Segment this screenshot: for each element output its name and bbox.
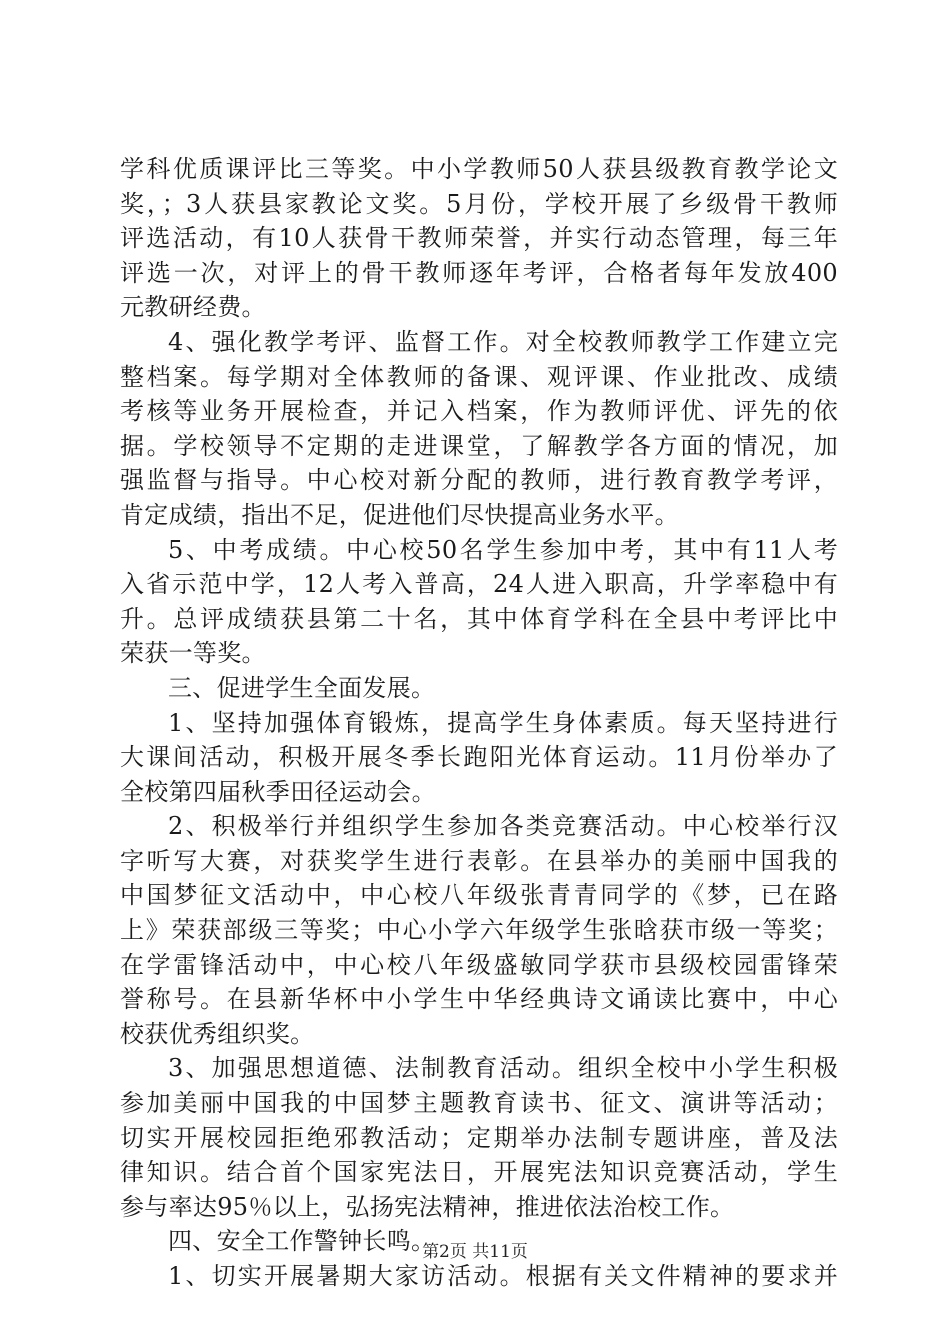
text-line: 誉称号。在县新华杯中小学生中华经典诗文诵读比赛中，中心: [120, 985, 838, 1014]
text-line: 四、安全工作警钟长鸣。: [168, 1227, 436, 1256]
text-line: 参与率达95％以上，弘扬宪法精神，推进依法治校工作。: [120, 1192, 735, 1221]
document-body: [120, 152, 838, 1294]
text-line: 评选一次，对评上的骨干教师逐年考评，合格者每年发放400: [120, 258, 838, 287]
text-line: 1、切实开展暑期大家访活动。根据有关文件精神的要求并: [168, 1262, 838, 1290]
text-line: 上》荣获部级三等奖；中心小学六年级学生张晗获市级一等奖；: [120, 916, 838, 945]
text-line: 4、强化教学考评、监督工作。对全校教师教学工作建立完: [168, 327, 838, 356]
text-line: 1、坚持加强体育锻炼，提高学生身体素质。每天坚持进行: [168, 708, 838, 737]
text-line: 切实开展校园拒绝邪教活动；定期举办法制专题讲座，普及法: [120, 1123, 838, 1152]
text-line: 在学雷锋活动中，中心校八年级盛敏同学获市县级校园雷锋荣: [120, 950, 838, 979]
text-line: 2、积极举行并组织学生参加各类竞赛活动。中心校举行汉: [168, 812, 838, 841]
text-line: 中国梦征文活动中，中心校八年级张青青同学的《梦，已在路: [120, 881, 838, 910]
text-line: 三、促进学生全面发展。: [168, 673, 436, 702]
text-line: 元教研经费。: [120, 293, 266, 322]
text-line: 学科优质课评比三等奖。中小学教师50人获县级教育教学论文: [120, 155, 838, 183]
text-line: 入省示范中学，12人考入普高，24人进入职高，升学率稳中有: [120, 570, 838, 599]
text-line: 全校第四届秋季田径运动会。: [120, 777, 436, 806]
text-line: 肯定成绩，指出不足，促进他们尽快提高业务水平。: [120, 500, 679, 529]
text-line: 荣获一等奖。: [120, 639, 266, 668]
page-footer: 第2页 共11页: [422, 1242, 528, 1262]
text-line: 5、中考成绩。中心校50名学生参加中考，其中有11人考: [168, 535, 838, 564]
text-line: 奖，；3人获县家教论文奖。5月份，学校开展了乡级骨干教师: [120, 189, 838, 218]
text-line: 参加美丽中国我的中国梦主题教育读书、征文、演讲等活动；: [120, 1089, 838, 1118]
text-line: 强监督与指导。中心校对新分配的教师，进行教育教学考评，: [120, 466, 838, 495]
text-line: 升。总评成绩获县第二十名，其中体育学科在全县中考评比中: [120, 604, 838, 633]
text-line: 3、加强思想道德、法制教育活动。组织全校中小学生积极: [168, 1054, 838, 1083]
text-line: 字听写大赛，对获奖学生进行表彰。在县举办的美丽中国我的: [120, 846, 838, 875]
text-line: 校获优秀组织奖。: [120, 1019, 315, 1048]
text-line: 整档案。每学期对全体教师的备课、观评课、作业批改、成绩: [120, 362, 838, 391]
text-line: 据。学校领导不定期的走进课堂，了解教学各方面的情况，加: [120, 431, 838, 460]
text-line: 评选活动，有10人获骨干教师荣誉，并实行动态管理，每三年: [120, 224, 838, 253]
text-line: 考核等业务开展检查，并记入档案，作为教师评优、评先的依: [120, 397, 838, 426]
text-line: 大课间活动，积极开展冬季长跑阳光体育运动。11月份举办了: [120, 743, 838, 772]
text-line: 律知识。结合首个国家宪法日，开展宪法知识竞赛活动，学生: [120, 1158, 838, 1187]
